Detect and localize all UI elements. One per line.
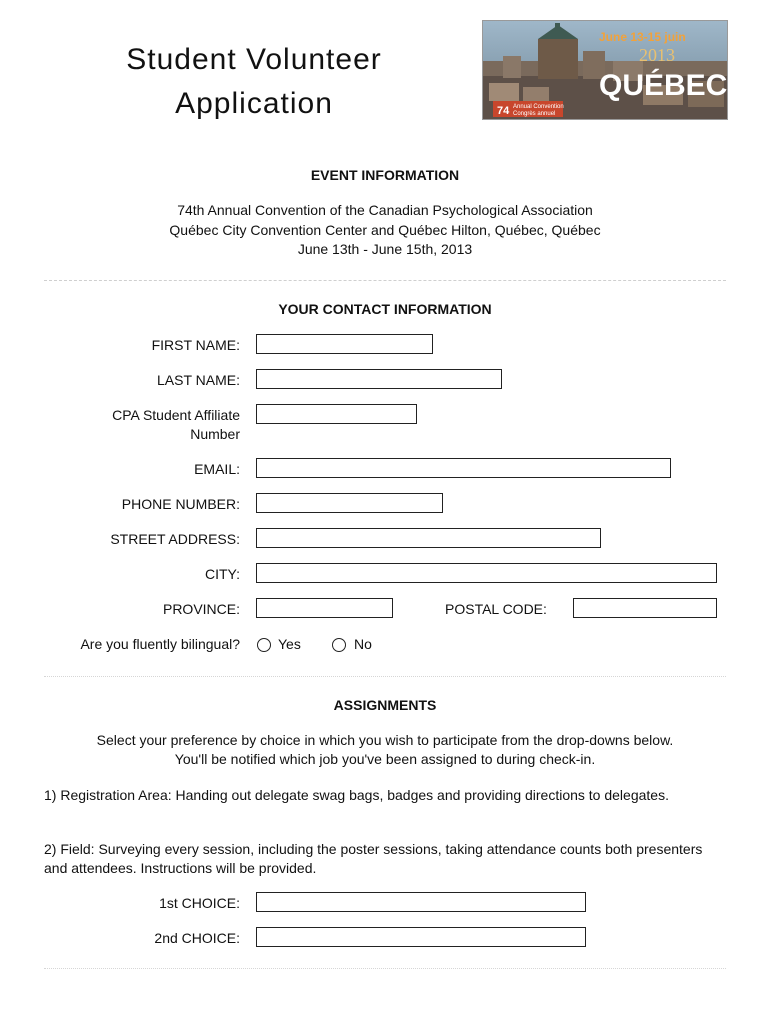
street-address-field[interactable]: [256, 528, 601, 548]
assignment-item-field: 2) Field: Surveying every session, including the poster sessions, taking attendance counts both presenters and attendees. Instructions will be provided.: [44, 841, 703, 876]
event-line-2: Québec City Convention Center and Québec Hilton, Québec, Québec: [169, 222, 601, 238]
banner-convention-number: 74: [497, 105, 510, 117]
second-choice-label: 2nd CHOICE:: [154, 930, 240, 946]
event-line-3: June 13th - June 15th, 2013: [297, 241, 473, 257]
postal-code-label: POSTAL CODE:: [445, 601, 547, 617]
bilingual-no-radio[interactable]: [332, 638, 346, 652]
section-divider: [44, 968, 726, 969]
phone-number-label: PHONE NUMBER:: [121, 496, 240, 512]
section-divider: [44, 280, 726, 281]
bilingual-question-label: Are you fluently bilingual?: [80, 636, 240, 652]
first-choice-dropdown[interactable]: [256, 892, 586, 912]
last-name-field[interactable]: [256, 369, 502, 389]
event-line-1: 74th Annual Convention of the Canadian Psychological Association: [177, 202, 593, 218]
email-field[interactable]: [256, 458, 671, 478]
email-label: EMAIL:: [194, 461, 240, 477]
affiliate-number-field[interactable]: [256, 404, 417, 424]
event-information-heading: EVENT INFORMATION: [310, 167, 460, 183]
bilingual-yes-label: Yes: [278, 636, 301, 652]
city-label: CITY:: [204, 566, 240, 582]
banner-convention-line2: Congrès annuel: [513, 111, 556, 117]
province-field[interactable]: [256, 598, 393, 618]
assignments-intro-line-2: You'll be notified which job you've been assigned to during check-in.: [174, 751, 596, 767]
bilingual-no-label: No: [354, 636, 372, 652]
assignments-intro-line-1: Select your preference by choice in which you wish to participate from the drop-downs below.: [96, 732, 674, 748]
second-choice-dropdown[interactable]: [256, 927, 586, 947]
section-divider: [44, 676, 726, 677]
first-name-field[interactable]: [256, 334, 433, 354]
phone-number-field[interactable]: [256, 493, 443, 513]
banner-convention-line1: Annual Convention: [513, 104, 564, 110]
banner-year: 2013: [639, 45, 675, 65]
contact-information-heading: YOUR CONTACT INFORMATION: [278, 301, 492, 317]
province-label: PROVINCE:: [162, 601, 240, 617]
convention-banner-image: [482, 20, 728, 120]
first-name-label: FIRST NAME:: [151, 337, 240, 353]
assignment-item-registration: 1) Registration Area: Handing out delegate swag bags, badges and providing directions to delegates.: [44, 787, 669, 803]
banner-city: QUÉBEC: [599, 69, 727, 102]
page-title: [0, 38, 508, 126]
postal-code-field[interactable]: [573, 598, 717, 618]
title-line-2: Application: [175, 87, 333, 120]
street-address-label: STREET ADDRESS:: [110, 531, 240, 547]
affiliate-label-line-1: CPA Student Affiliate: [112, 407, 240, 423]
affiliate-label-line-2: Number: [190, 426, 240, 442]
first-choice-label: 1st CHOICE:: [159, 895, 240, 911]
title-line-1: Student Volunteer: [126, 43, 382, 76]
bilingual-yes-radio[interactable]: [257, 638, 271, 652]
banner-date: June 13-15 juin: [599, 30, 686, 44]
assignments-heading: ASSIGNMENTS: [333, 697, 437, 713]
city-field[interactable]: [256, 563, 717, 583]
quebec-skyline-graphic: [483, 21, 727, 119]
last-name-label: LAST NAME:: [157, 372, 240, 388]
affiliate-number-label: [112, 406, 240, 444]
